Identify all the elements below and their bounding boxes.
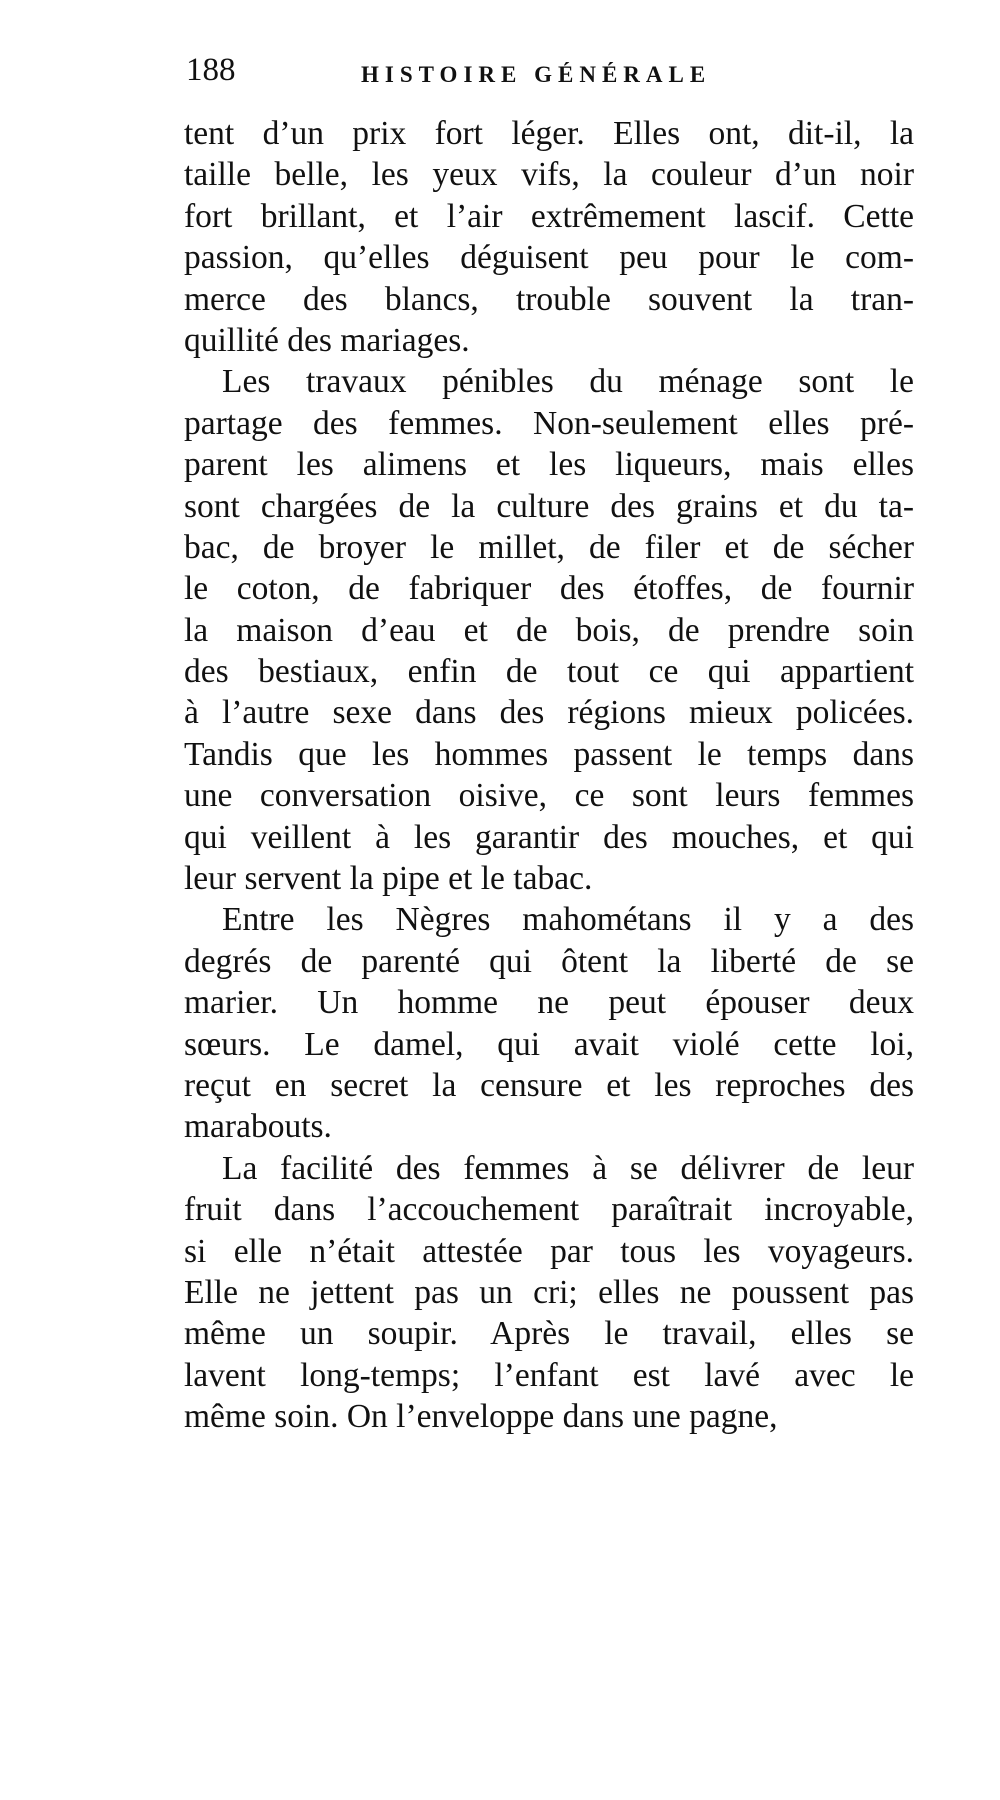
page-header [186,52,746,96]
body-text [184,113,914,1438]
paragraph [184,899,914,1147]
text-line: même un soupir. Après le travail, elles se [184,1315,914,1353]
text-line: la maison d’eau et de bois, de prendre soin [184,611,914,649]
text-line: marier. Un homme ne peut épouser deux [184,984,914,1022]
running-title: HISTOIRE GÉNÉRALE [361,62,712,87]
text-line: tent d’un prix fort léger. Elles ont, dit-il, la [184,115,914,152]
text-line: Elle ne jettent pas un cri; elles ne poussent pas [184,1273,914,1311]
text-line: leur servent la pipe et le tabac. [184,860,593,898]
paragraph [184,1148,914,1438]
text-line: quillité des mariages. [184,321,470,359]
text-line: le coton, de fabriquer des étoffes, de fournir [184,570,914,608]
text-line: fort brillant, et l’air extrêmement lascif. Cette [184,197,914,235]
text-line: degrés de parenté qui ôtent la liberté de se [184,942,914,980]
text-line: fruit dans l’accouchement paraîtrait incroyable, [184,1191,914,1229]
text-line: reçut en secret la censure et les reproches des [184,1066,914,1104]
text-line: même soin. On l’enveloppe dans une pagne, [184,1398,778,1436]
text-line: marabouts. [184,1108,332,1146]
text-line: merce des blancs, trouble souvent la tran- [184,280,914,318]
text-line: Tandis que les hommes passent le temps dans [184,735,914,773]
text-line: qui veillent à les garantir des mouches, et qui [184,818,914,856]
text-line: si elle n’était attestée par tous les voyageurs. [184,1232,914,1270]
text-line: à l’autre sexe dans des régions mieux policées. [184,694,914,732]
text-line: sont chargées de la culture des grains et du ta- [184,487,914,525]
text-line: parent les alimens et les liqueurs, mais elles [184,446,914,484]
text-line: passion, qu’elles déguisent peu pour le com- [184,239,914,277]
text-line: bac, de broyer le millet, de filer et de sécher [184,528,914,566]
page-number: 188 [186,52,236,88]
text-line: sœurs. Le damel, qui avait violé cette loi, [184,1025,914,1063]
paragraph [184,113,914,361]
text-line: des bestiaux, enfin de tout ce qui appartient [184,653,914,691]
text-line: une conversation oisive, ce sont leurs femmes [184,777,914,815]
text-line: partage des femmes. Non-seulement elles pré- [184,404,914,442]
text-line: La facilité des femmes à se délivrer de leur [222,1149,914,1187]
text-line: Les travaux pénibles du ménage sont le [222,363,914,401]
text-line: Entre les Nègres mahométans il y a des [222,901,914,939]
paragraph [184,361,914,899]
text-line: lavent long-temps; l’enfant est lavé avec le [184,1356,914,1394]
text-line: taille belle, les yeux vifs, la couleur d’un noir [184,156,914,194]
